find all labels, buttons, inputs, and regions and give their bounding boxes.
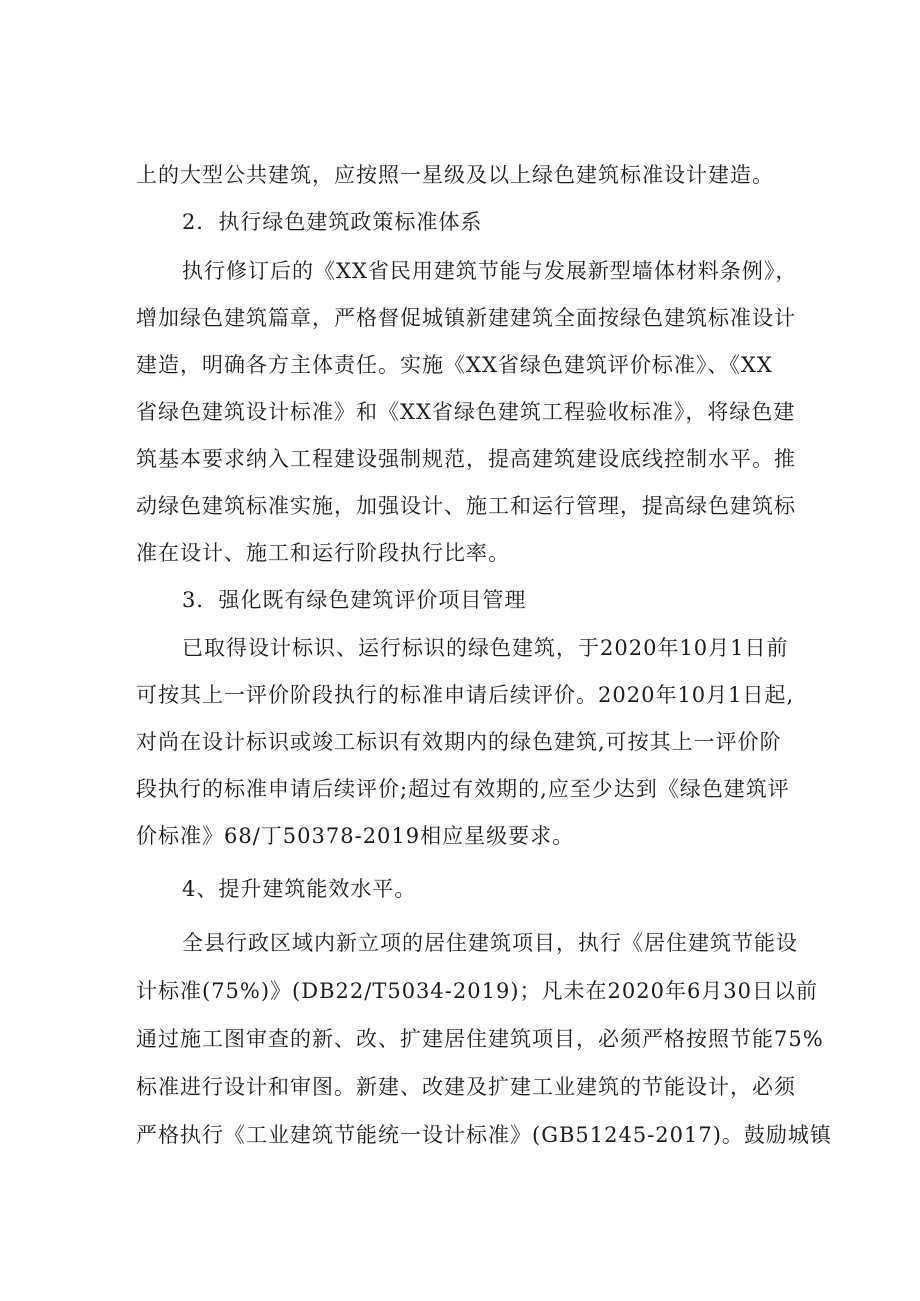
- text-line: 上的大型公共建筑，应按照一星级及以上绿色建筑标准设计建造。: [136, 163, 774, 187]
- text-line: 计标准(75%)》(DB22/T5034-2019)；凡未在2020年6月30日以前: [136, 979, 819, 1003]
- text-line: 准在设计、施工和运行阶段执行比率。: [136, 541, 510, 565]
- text-line: 标准进行设计和审图。新建、改建及扩建工业建筑的节能设计，必须: [136, 1075, 796, 1099]
- text-line: 动绿色建筑标准实施，加强设计、施工和运行管理，提高绿色建筑标: [136, 494, 796, 518]
- section-heading-3: 3．强化既有绿色建筑评价项目管理: [182, 588, 527, 612]
- text-line: 省绿色建筑设计标准》和《XX省绿色建筑工程验收标准》，将绿色建: [136, 400, 796, 424]
- text-line: 增加绿色建筑篇章，严格督促城镇新建建筑全面按绿色建筑标准设计: [136, 306, 796, 330]
- text-line: 可按其上一评价阶段执行的标准申请后续评价。2020年10月1日起,: [136, 683, 795, 707]
- text-line: 建造，明确各方主体责任。实施《XX省绿色建筑评价标准》、《XX: [136, 353, 773, 377]
- text-line: 价标准》68/丁50378-2019相应星级要求。: [136, 824, 575, 848]
- text-line: 通过施工图审查的新、改、扩建居住建筑项目，必须严格按照节能75%: [136, 1027, 824, 1051]
- text-line: 段执行的标准申请后续评价;超过有效期的,应至少达到《绿色建筑评: [136, 777, 790, 801]
- section-heading-2: 2．执行绿色建筑政策标准体系: [182, 210, 483, 234]
- text-line: 筑基本要求纳入工程建设强制规范，提高建筑建设底线控制水平。推: [136, 447, 796, 471]
- section-heading-4: 4、提升建筑能效水平。: [182, 877, 417, 901]
- text-line: 对尚在设计标识或竣工标识有效期内的绿色建筑,可按其上一评价阶: [136, 730, 782, 754]
- text-line: 严格执行《工业建筑节能统一设计标准》(GB51245-2017)。鼓励城镇: [136, 1123, 832, 1147]
- text-line: 已取得设计标识、运行标识的绿色建筑，于2020年10月1日前: [182, 636, 789, 660]
- text-line: 全县行政区域内新立项的居住建筑项目，执行《居住建筑节能设: [182, 931, 798, 955]
- text-line: 执行修订后的《XX省民用建筑节能与发展新型墙体材料条例》，: [182, 259, 798, 283]
